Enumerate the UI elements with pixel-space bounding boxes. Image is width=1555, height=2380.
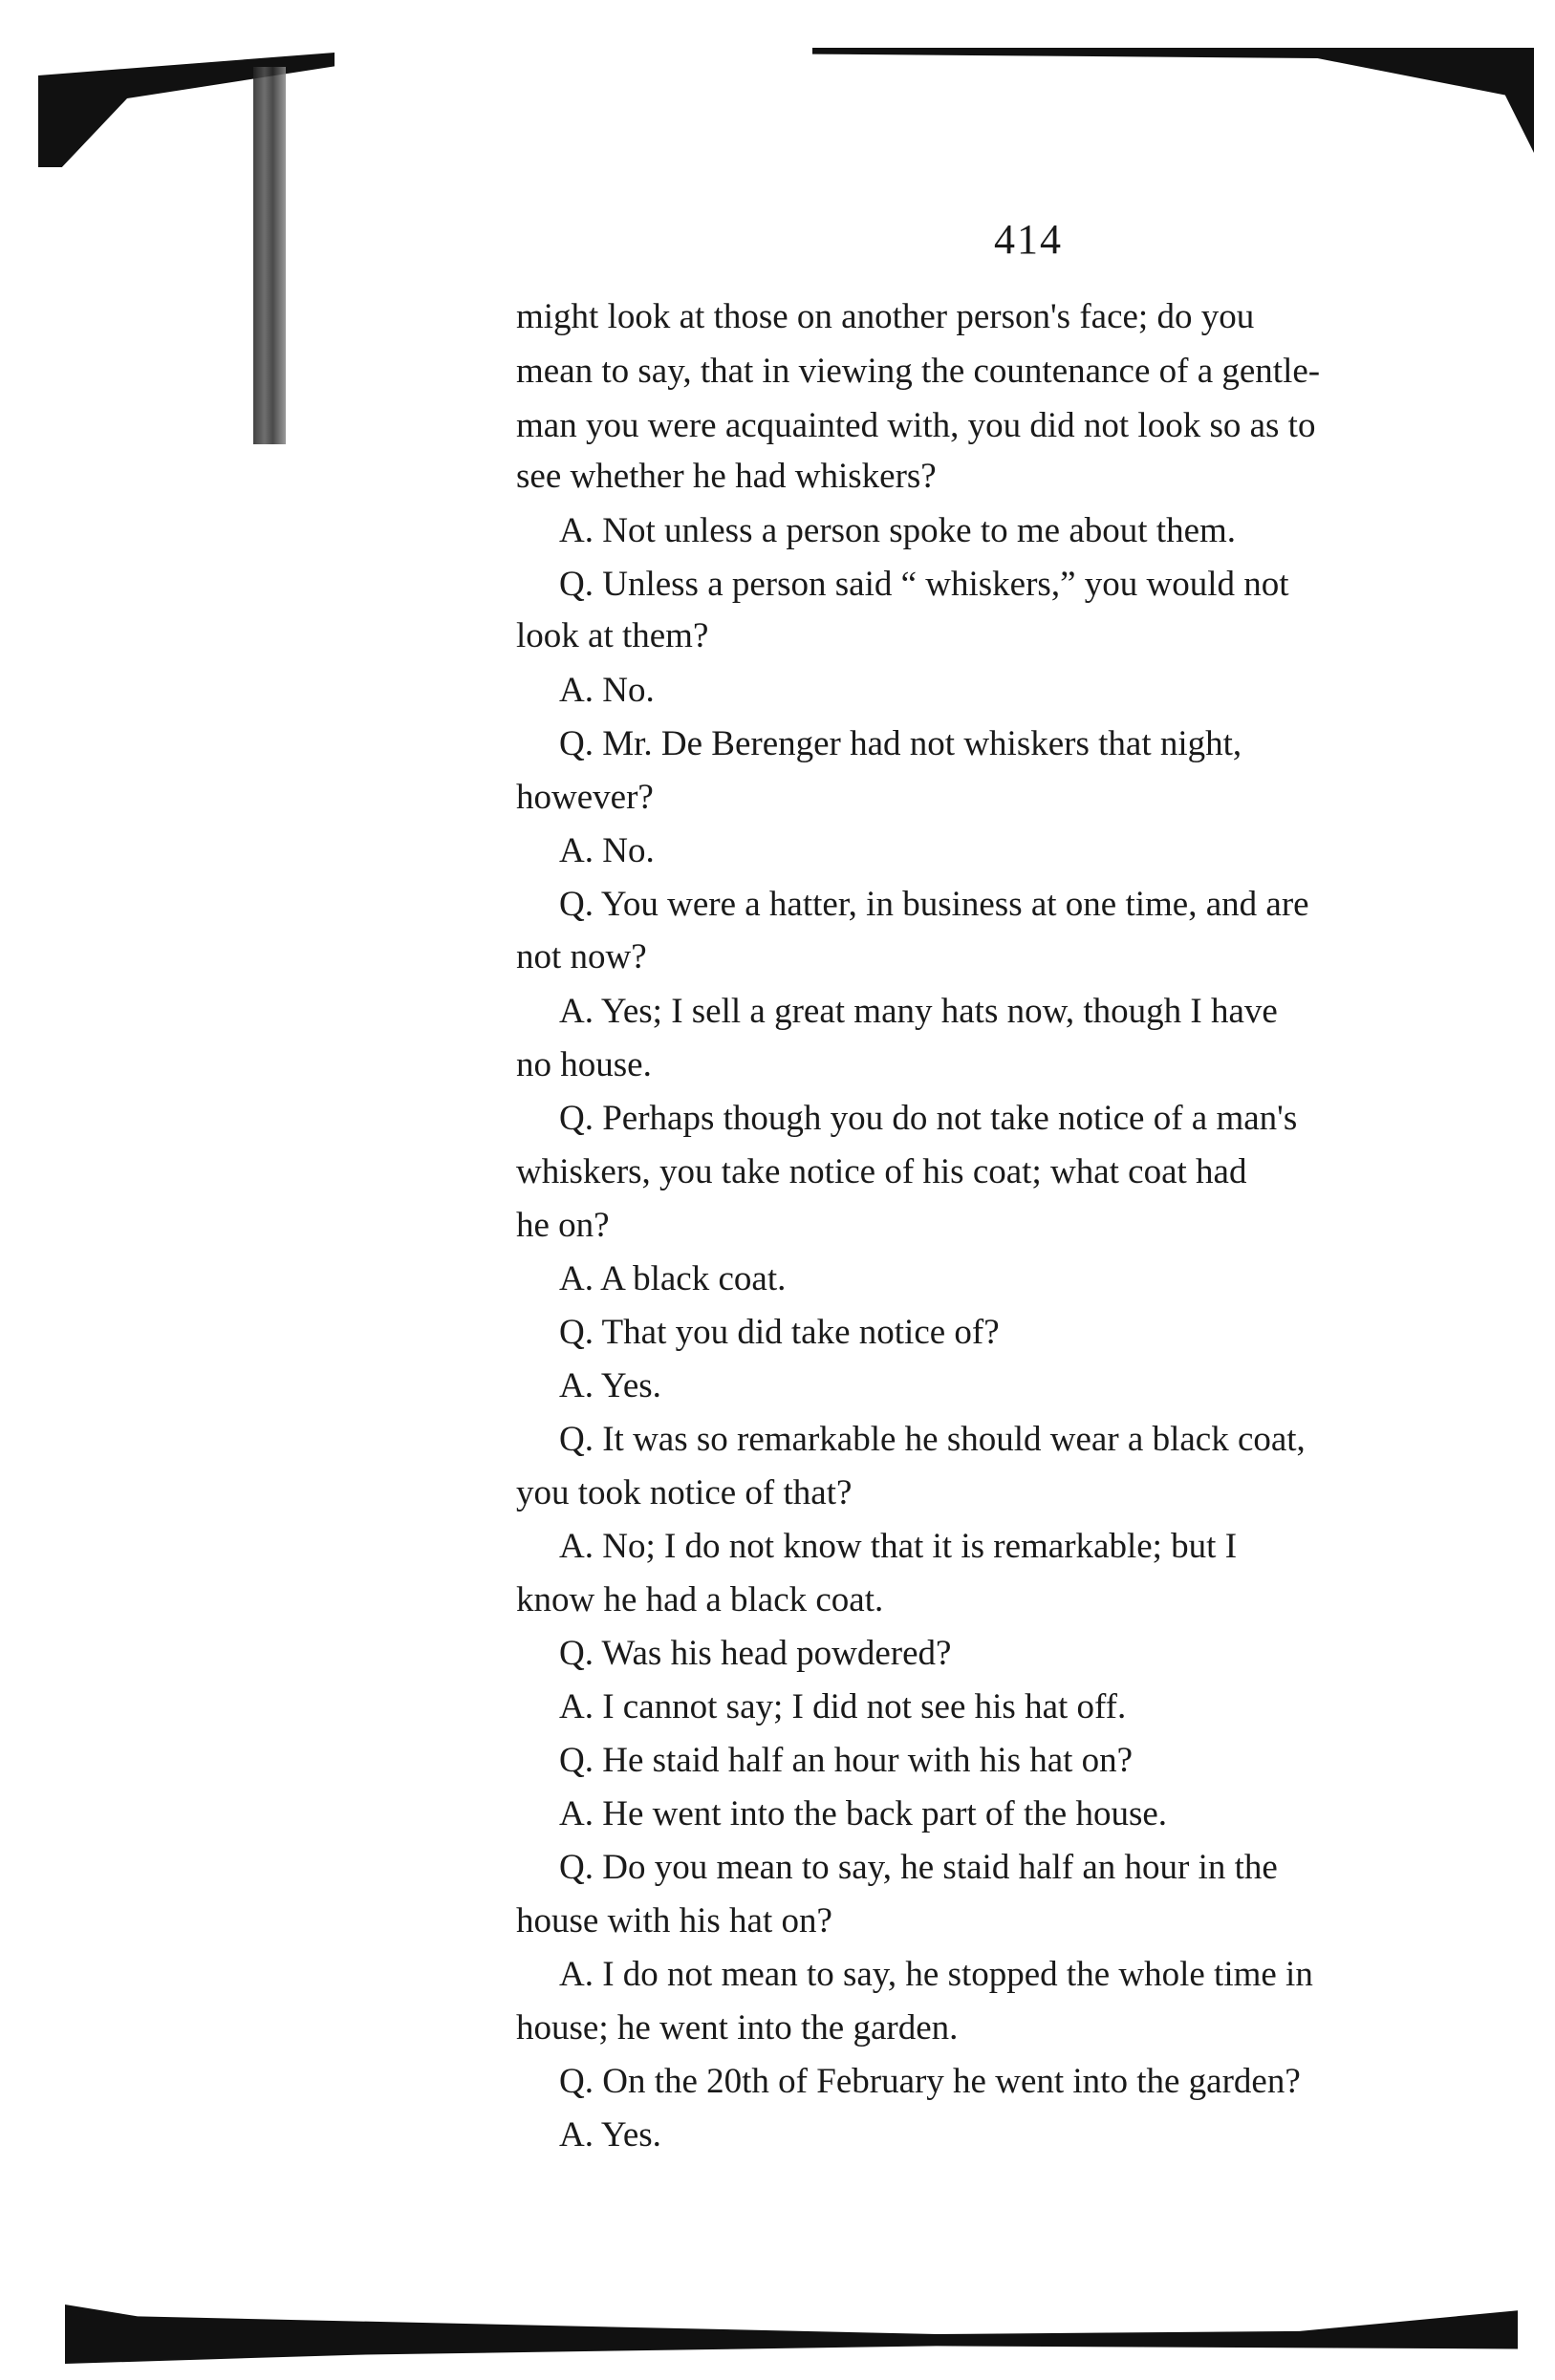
scan-edge-mark-top-left <box>38 53 335 167</box>
question-line: Q. Was his head powdered? <box>559 1634 952 1673</box>
text-line: you took notice of that? <box>516 1473 853 1512</box>
answer-line: A. A black coat. <box>559 1259 787 1298</box>
text-line: no house. <box>516 1045 652 1084</box>
question-line: Q. On the 20th of February he went into the garden? <box>559 2062 1301 2101</box>
answer-line: A. Yes. <box>559 1366 661 1405</box>
question-line: Q. Perhaps though you do not take notice of a man's <box>559 1099 1298 1138</box>
question-line: Q. It was so remarkable he should wear a black coat, <box>559 1420 1306 1459</box>
question-line: Q. He staid half an hour with his hat on? <box>559 1741 1134 1780</box>
question-line: Q. That you did take notice of? <box>559 1313 1000 1352</box>
text-line: mean to say, that in viewing the countenance of a gentle- <box>516 352 1321 391</box>
answer-line: A. No. <box>559 671 655 710</box>
text-line: whiskers, you take notice of his coat; what coat had <box>516 1152 1247 1191</box>
answer-line: A. Yes. <box>559 2115 661 2155</box>
text-line: house; he went into the garden. <box>516 2008 959 2048</box>
answer-line: A. I cannot say; I did not see his hat off. <box>559 1687 1127 1726</box>
question-line: Q. Unless a person said “ whiskers,” you would not <box>559 565 1289 604</box>
answer-line: A. No. <box>559 831 655 870</box>
text-line: however? <box>516 778 654 817</box>
text-line: not now? <box>516 937 647 976</box>
text-line: he on? <box>516 1206 610 1245</box>
answer-line: A. I do not mean to say, he stopped the whole time in <box>559 1955 1313 1994</box>
question-line: Q. Do you mean to say, he staid half an hour in the <box>559 1848 1278 1887</box>
text-line: look at them? <box>516 616 709 655</box>
answer-line: A. Not unless a person spoke to me about them. <box>559 511 1237 550</box>
text-line: house with his hat on? <box>516 1901 832 1940</box>
question-line: Q. You were a hatter, in business at one time, and are <box>559 885 1309 924</box>
answer-line: A. He went into the back part of the house. <box>559 1794 1168 1833</box>
scan-edge-bar-left <box>253 67 286 444</box>
page-number: 414 <box>994 216 1063 263</box>
text-line: see whether he had whiskers? <box>516 457 937 496</box>
scan-edge-mark-top-right <box>812 48 1534 153</box>
text-line: man you were acquainted with, you did not look so as to <box>516 406 1316 445</box>
answer-line: A. Yes; I sell a great many hats now, though I have <box>559 992 1278 1031</box>
text-line: know he had a black coat. <box>516 1580 884 1619</box>
question-line: Q. Mr. De Berenger had not whiskers that night, <box>559 724 1242 763</box>
text-line: might look at those on another person's face; do you <box>516 297 1255 336</box>
answer-line: A. No; I do not know that it is remarkable; but I <box>559 1527 1238 1566</box>
scan-edge-bar-bottom <box>65 2305 1518 2364</box>
